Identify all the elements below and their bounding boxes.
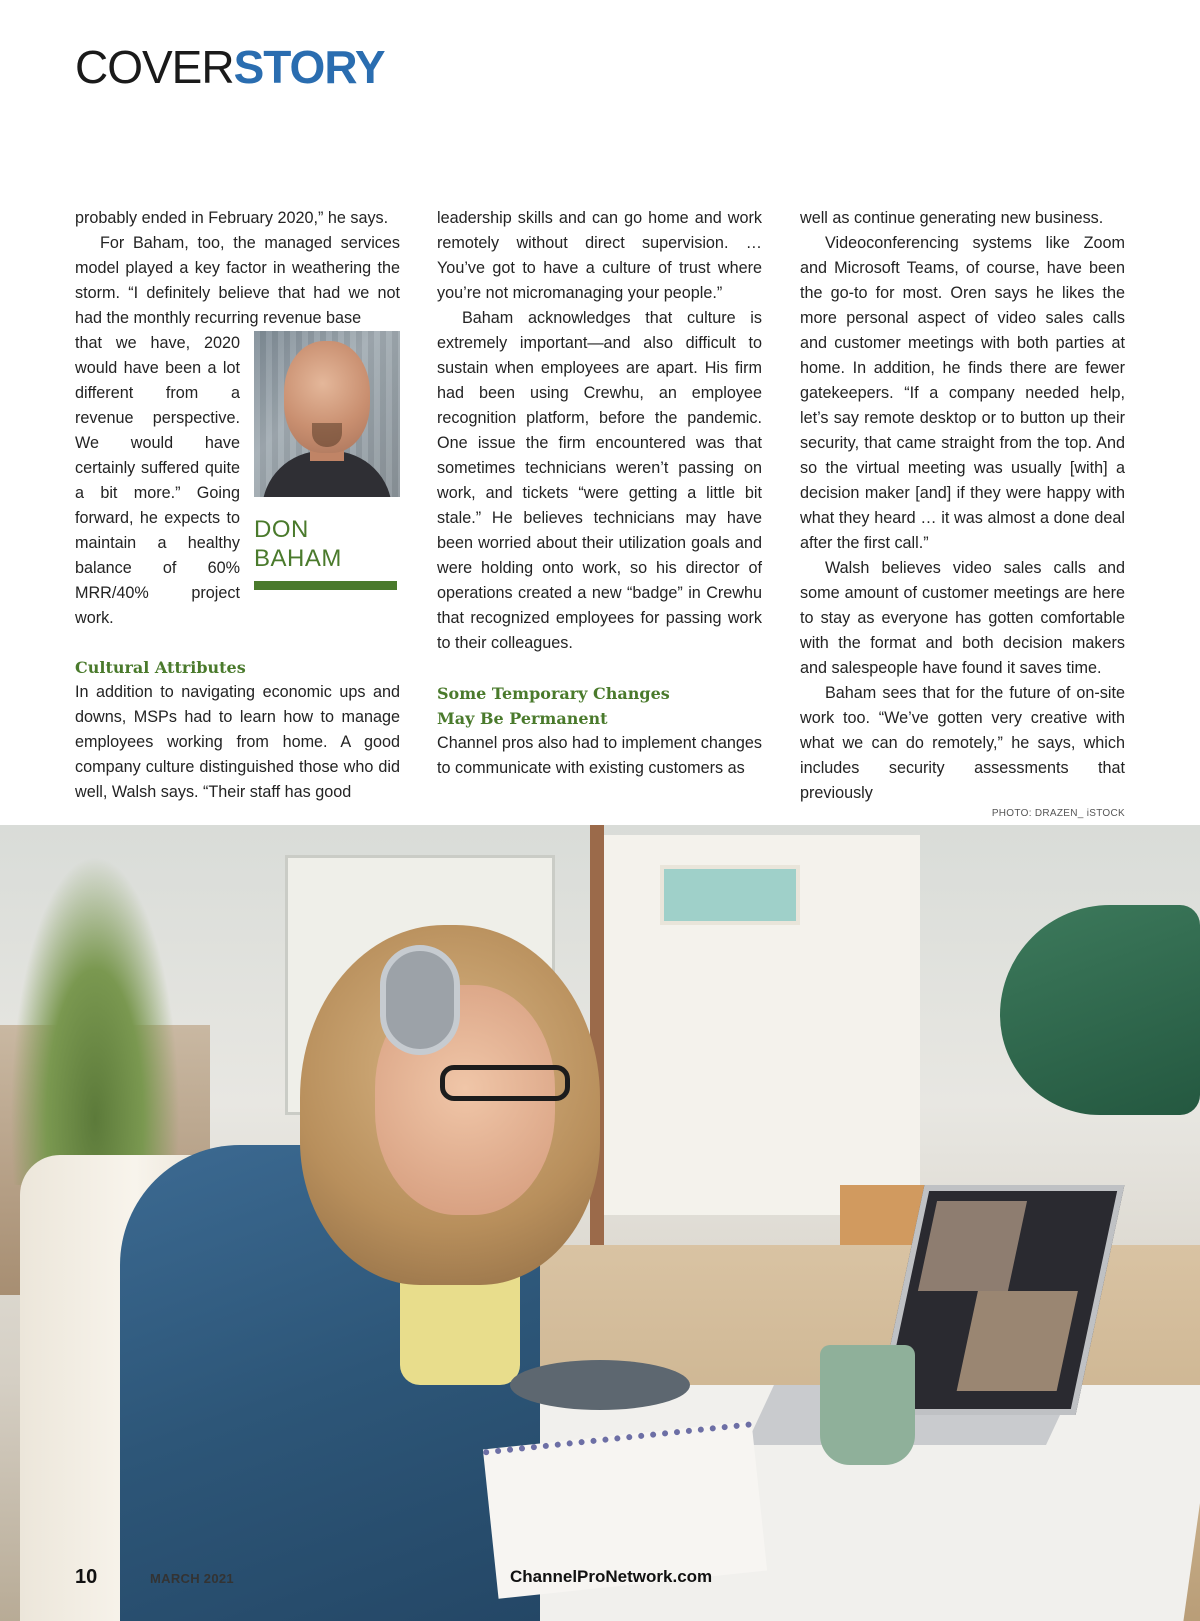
subhead-line: Some Temporary Changes [437,684,670,703]
hero-photo [0,825,1200,1621]
article-column-2 [437,206,762,781]
paragraph-wrap: that we have, 2020 would have been a lot different from a revenue perspective. We would have certainly suffered quite a bit more.” Going forward, he expects to maintain a healthy balance of 60% MRR/40% project work. [75,334,240,627]
profile-name [254,515,400,573]
article-column-3 [800,206,1125,806]
section-header-story: STORY [233,41,385,93]
paragraph: well as continue generating new business. [800,209,1104,227]
subhead-temporary-changes [437,681,762,731]
subhead-cultural-attributes: Cultural Attributes [75,658,246,677]
subhead-line: May Be Permanent [437,709,608,728]
paragraph: probably ended in February 2020,” he says. [75,209,389,227]
paragraph: leadership skills and can go home and work remotely without direct supervision. … You’ve got to have a culture of trust where you’re not micromanaging your people.” [437,209,762,302]
profile-divider [254,581,397,590]
profile-sidebar [254,331,400,590]
section-header-cover: COVER [75,41,234,93]
paragraph: Videoconferencing systems like Zoom and Microsoft Teams, of course, have been the go-to for most. Oren says he likes the more personal aspect of video sales calls and customer meetings with both parties at home. In addition, he finds there are fewer gatekeepers. “If a company needed help, let’s say remote desktop or to button up their security, that came straight from the top. And so the virtual meeting was usually [with] a decision maker [and] if they were happy with what they heard … it was almost a done deal after the first call.” [800,234,1125,552]
paragraph: Channel pros also had to implement changes to communicate with existing customers as [437,734,762,777]
issue-date: MARCH 2021 [150,1571,234,1586]
page-number: 10 [75,1566,98,1588]
section-header [75,41,385,93]
paragraph [75,231,400,331]
portrait-photo [254,331,400,497]
profile-first-name: DON [254,516,309,543]
photo-credit: PHOTO: DRAZEN_ iSTOCK [991,808,1125,819]
paragraph: Walsh believes video sales calls and some amount of customer meetings are here to stay as everyone has gotten comfortable with the format and both decision makers and salespeople have found it saves time. [800,559,1125,677]
profile-last-name: BAHAM [254,545,342,572]
paragraph: Baham sees that for the future of on-site work too. “We’ve gotten very creative with what we can do remotely,” he says, which includes security assessments that previously [800,684,1125,802]
website-link[interactable]: ChannelProNetwork.com [510,1567,713,1586]
paragraph: In addition to navigating economic ups and downs, MSPs had to learn how to manage employees working from home. A good company culture distinguished those who did well, Walsh says. “Their staff has good [75,683,400,801]
article-column-1 [75,206,400,805]
paragraph-lead: For Baham, too, the managed services model played a key factor in weathering the storm. “I definitely believe that had we not had the monthly recurring revenue base [75,234,400,327]
paragraph: Baham acknowledges that culture is extremely important—and also difficult to sustain when employees are apart. His firm had been using Crewhu, an employee recognition platform, before the pandemic. One issue the firm encountered was that sometimes technicians weren’t passing on work, and tickets “were getting a little bit stale.” He believes technicians may have been worried about their utilization goals and were holding onto work, so his director of operations created a new “badge” in Crewhu that recognized employees for passing work to their colleagues. [437,309,762,652]
